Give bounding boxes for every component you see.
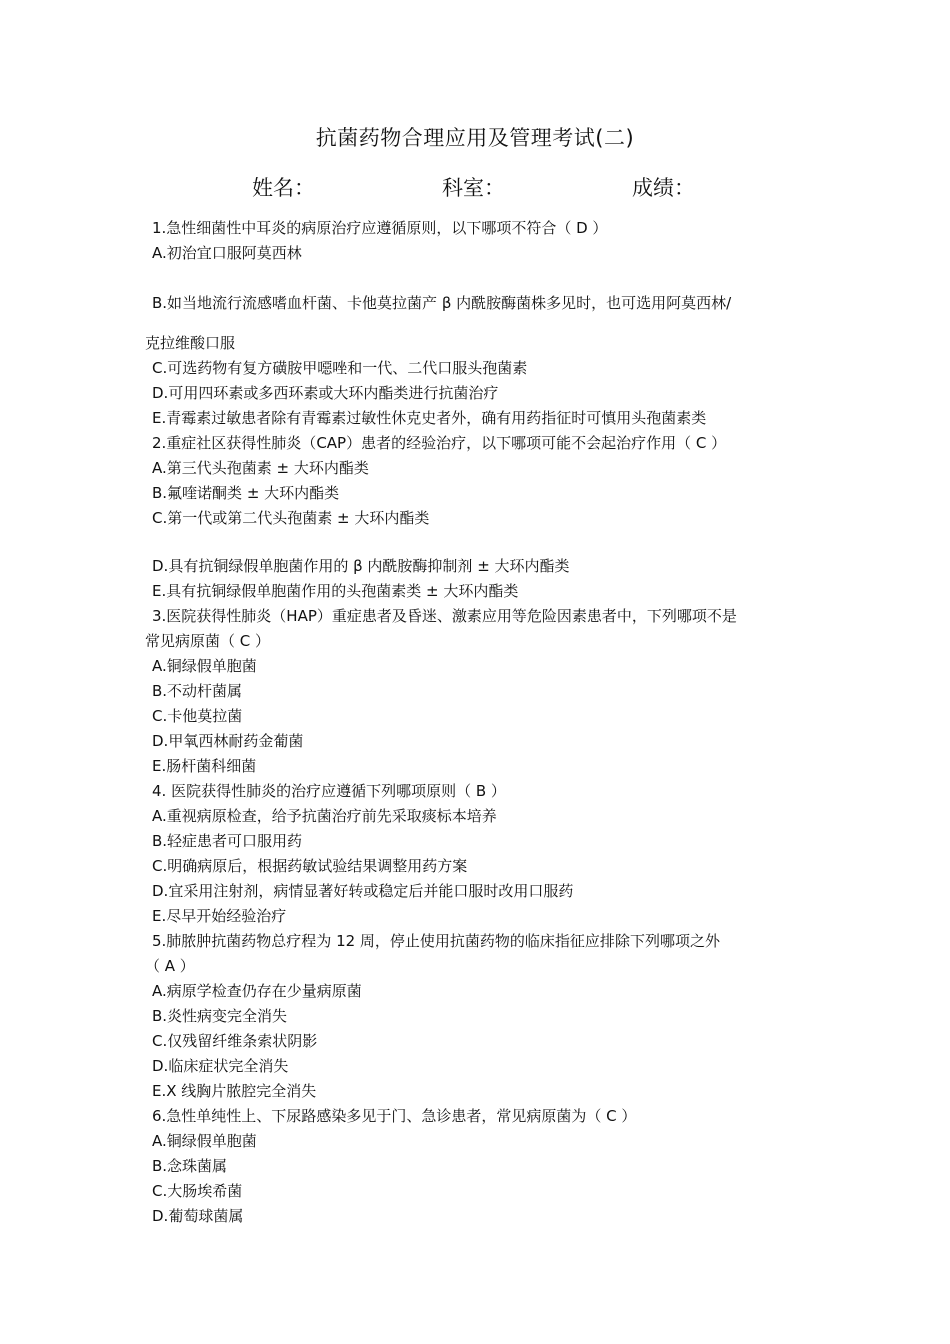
- text-line: B.氟喹诺酮类 ± 大环内酯类: [152, 484, 340, 502]
- text-line: C.第一代或第二代头孢菌素 ± 大环内酯类: [152, 509, 430, 527]
- text-line: A.铜绿假单胞菌: [152, 1132, 257, 1150]
- text-line: D.甲氧西林耐药金葡菌: [152, 732, 304, 750]
- text-line: 2.重症社区获得性肺炎（CAP）患者的经验治疗，以下哪项可能不会起治疗作用（ C ）: [152, 434, 727, 452]
- text-line: 3.医院获得性肺炎（HAP）重症患者及昏迷、激素应用等危险因素患者中，下列哪项不是: [152, 607, 737, 625]
- text-line: 5.肺脓肿抗菌药物总疗程为 12 周，停止使用抗菌药物的临床指征应排除下列哪项之外: [152, 932, 720, 950]
- text-line: 6.急性单纯性上、下尿路感染多见于门、急诊患者，常见病原菌为（ C ）: [152, 1107, 637, 1125]
- text-line: A.病原学检查仍存在少量病原菌: [152, 982, 362, 1000]
- text-line: A.第三代头孢菌素 ± 大环内酯类: [152, 459, 369, 477]
- text-line: C.明确病原后，根据药敏试验结果调整用药方案: [152, 857, 468, 875]
- text-line: 克拉维酸口服: [145, 334, 236, 352]
- text-line: E.具有抗铜绿假单胞菌作用的头孢菌素类 ± 大环内酯类: [152, 582, 519, 600]
- text-line: B.轻症患者可口服用药: [152, 832, 303, 850]
- text-line: E.青霉素过敏患者除有青霉素过敏性休克史者外，确有用药指征时可慎用头孢菌素类: [152, 409, 707, 427]
- text-line: D.葡萄球菌属: [152, 1207, 244, 1225]
- dept-field-label: 科室：: [442, 176, 505, 200]
- text-line: B.如当地流行流感嗜血杆菌、卡他莫拉菌产 β 内酰胺酶菌株多见时，也可选用阿莫西林/: [152, 294, 732, 312]
- text-line: A.重视病原检查，给予抗菌治疗前先采取痰标本培养: [152, 807, 497, 825]
- score-field-label: 成绩：: [632, 176, 695, 200]
- text-line: C.卡他莫拉菌: [152, 707, 243, 725]
- text-line: D.临床症状完全消失: [152, 1057, 289, 1075]
- text-line: A.初治宜口服阿莫西林: [152, 244, 302, 262]
- text-line: C.大肠埃希菌: [152, 1182, 243, 1200]
- text-line: C.可选药物有复方磺胺甲噁唑和一代、二代口服头孢菌素: [152, 359, 528, 377]
- text-line: E.肠杆菌科细菌: [152, 757, 257, 775]
- text-line: 常见病原菌（ C ）: [145, 632, 271, 650]
- text-line: B.念珠菌属: [152, 1157, 228, 1175]
- text-line: （ A ）: [145, 957, 195, 975]
- text-line: 1.急性细菌性中耳炎的病原治疗应遵循原则，以下哪项不符合（ D ）: [152, 219, 608, 237]
- text-line: B.炎性病变完全消失: [152, 1007, 288, 1025]
- text-line: E.尽早开始经验治疗: [152, 907, 287, 925]
- text-line: D.宜采用注射剂，病情显著好转或稳定后并能口服时改用口服药: [152, 882, 574, 900]
- text-line: E.X 线胸片脓腔完全消失: [152, 1082, 317, 1100]
- text-line: B.不动杆菌属: [152, 682, 243, 700]
- text-line: 4. 医院获得性肺炎的治疗应遵循下列哪项原则（ B ）: [152, 782, 506, 800]
- text-line: D.具有抗铜绿假单胞菌作用的 β 内酰胺酶抑制剂 ± 大环内酯类: [152, 557, 570, 575]
- document-title: 抗菌药物合理应用及管理考试(二): [315, 126, 635, 150]
- text-line: A.铜绿假单胞菌: [152, 657, 257, 675]
- text-line: D.可用四环素或多西环素或大环内酯类进行抗菌治疗: [152, 384, 499, 402]
- name-field-label: 姓名：: [252, 176, 315, 200]
- text-line: C.仅残留纤维条索状阴影: [152, 1032, 318, 1050]
